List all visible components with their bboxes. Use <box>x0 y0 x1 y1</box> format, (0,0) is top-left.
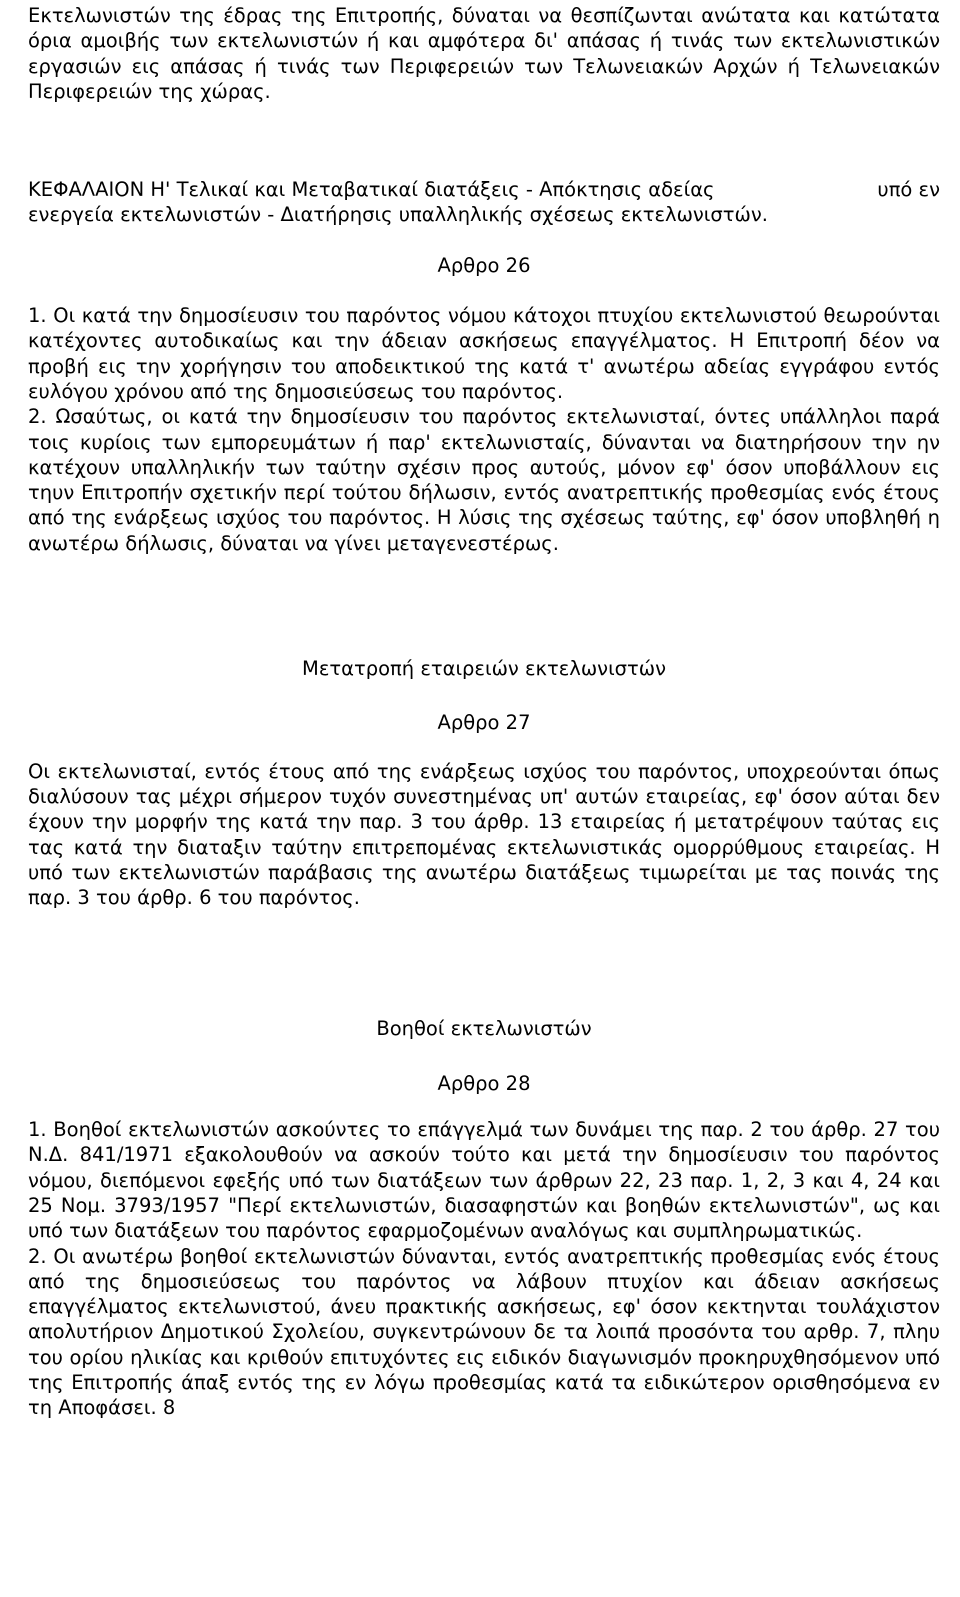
article-27-paragraph: Οι εκτελωνισταί, εντός έτους από της ενάρξεως ισχύος του παρόντος, υποχρεούνται όπως διαλύσουν τας μέχρι σήμερον τυχόν συνεστημένας υπ' αυτών εταιρείας, εφ' όσον αύται δεν έχουν την μορφήν της κατά την παρ. 3 του άρθρ. 13 εταιρείας ή μετατρέψουν ταύτας εις τας κατά την διαταξιν ταύτην επιτρεπομένας εκτελωνιστικάς ομορρύθμους εταιρείας. Η υπό των εκτελωνιστών παράβασις της ανωτέρω διατάξεως τιμωρείται με τας ποινάς της παρ. 3 του άρθρ. 6 του παρόντος. <box>28 759 940 910</box>
chapter-heading-line-1-left: ΚΕΦΑΛΑΙΟΝ Η' Τελικαί και Μεταβατικαί διατάξεις - Απόκτησις αδείας <box>28 178 715 202</box>
chapter-heading-line-1 <box>28 177 940 202</box>
article-26-heading: Αρθρο 26 <box>437 253 531 277</box>
chapter-heading-line-1-right: υπό εν <box>877 178 940 202</box>
chapter-heading <box>28 177 940 228</box>
document-page <box>28 0 940 1421</box>
article-27-title: Μετατροπή εταιρειών εκτελωνιστών <box>302 657 666 681</box>
article-26-paragraph-2: 2. Ωσαύτως, οι κατά την δημοσίευσιν του παρόντος εκτελωνισταί, όντες υπάλληλοι παρά τοις κυρίοις των εμπορευμάτων ή παρ' εκτελωνισταίς, δύνανται να διατηρήσουν την ην κατέχουν υπαλληλικήν των ταύτην σχέσιν προς αυτούς, μόνον εφ' όσον υποβάλλουν εις τηυν Επιτροπήν σχετικήν περί τούτου δήλωσιν, εντός ανατρεπτικής προθεσμίας ενός έτους από της ενάρξεως ισχύος του παρόντος. Η λύσις της σχέσεως ταύτης, εφ' όσον υποβληθή η ανωτέρω δήλωσις, δύναται να γίνει μεταγενεστέρως. <box>28 405 940 555</box>
intro-paragraph: Εκτελωνιστών της έδρας της Επιτροπής, δύναται να θεσπίζωνται ανώτατα και κατώτατα όρια αμοιβής των εκτελωνιστών ή και αμφότερα δι' απάσας ή τινάς των εκτελωνιστικών εργασιών εις απάσας ή τινάς των Περιφερειών των Τελωνειακών Αρχών ή Τελωνειακών Περιφερειών της χώρας. <box>28 4 940 103</box>
chapter-heading-line-2: ενεργεία εκτελωνιστών - Διατήρησις υπαλληλικής σχέσεως εκτελωνιστών. <box>28 203 768 227</box>
article-27-heading: Αρθρο 27 <box>437 711 531 735</box>
article-28-paragraph-1: 1. Βοηθοί εκτελωνιστών ασκούντες το επάγγελμά των δυνάμει της παρ. 2 του άρθρ. 27 του Ν.Δ. 841/1971 εξακολουθούν να ασκούν τούτο και μετά την δημοσίευσιν του παρόντος νόμου, διεπόμενοι εφεξής υπό των διατάξεων των άρθρων 22, 23 παρ. 1, 2, 3 και 4, 24 και 25 Νομ. 3793/1957 "Περί εκτελωνιστών, διασαφηστών και βοηθών εκτελωνιστών", ως και υπό των διατάξεων του παρόντος εφαρμοζομένων αναλόγως και συμπληρωματικώς. <box>28 1118 940 1243</box>
article-28-paragraph-2: 2. Οι ανωτέρω βοηθοί εκτελωνιστών δύνανται, εντός ανατρεπτικής προθεσμίας ενός έτους από της δημοσιεύσεως του παρόντος να λάβουν πτυχίον και άδειαν ασκήσεως επαγγέλματος εκτελωνιστού, άνευ πρακτικής ασκήσεως, εφ' όσον κεκτηνται τουλάχιστον απολυτήριον Δημοτικού Σχολείου, συγκεντρώνουν δε τα λοιπά προσόντα του αρθρ. 7, πληυ του ορίου ηλικίας και κριθούν επιτυχόντες εις ειδικόν διαγωνισμόν προκηρυχθησόμενον υπό της Επιτροπής άπαξ εντός της εν λόγω προθεσμίας κατά τα ειδικώτερον ορισθησόμενα εν τη Αποφάσει. 8 <box>28 1244 940 1420</box>
article-28-heading: Αρθρο 28 <box>437 1071 531 1095</box>
article-28-title: Βοηθοί εκτελωνιστών <box>376 1017 592 1041</box>
article-26-paragraph-1: 1. Οι κατά την δημοσίευσιν του παρόντος νόμου κάτοχοι πτυχίου εκτελωνιστού θεωρούνται κατέχοντες αυτοδικαίως και την άδειαν ασκήσεως επαγγέλματος. Η Επιτροπή δέον να προβή εις την χορήγησιν του αποδεικτικού της κατά τ' ανωτέρω αδείας εγγράφου εντός ευλόγου χρόνου από της δημοσιεύσεως του παρόντος. <box>28 304 940 403</box>
